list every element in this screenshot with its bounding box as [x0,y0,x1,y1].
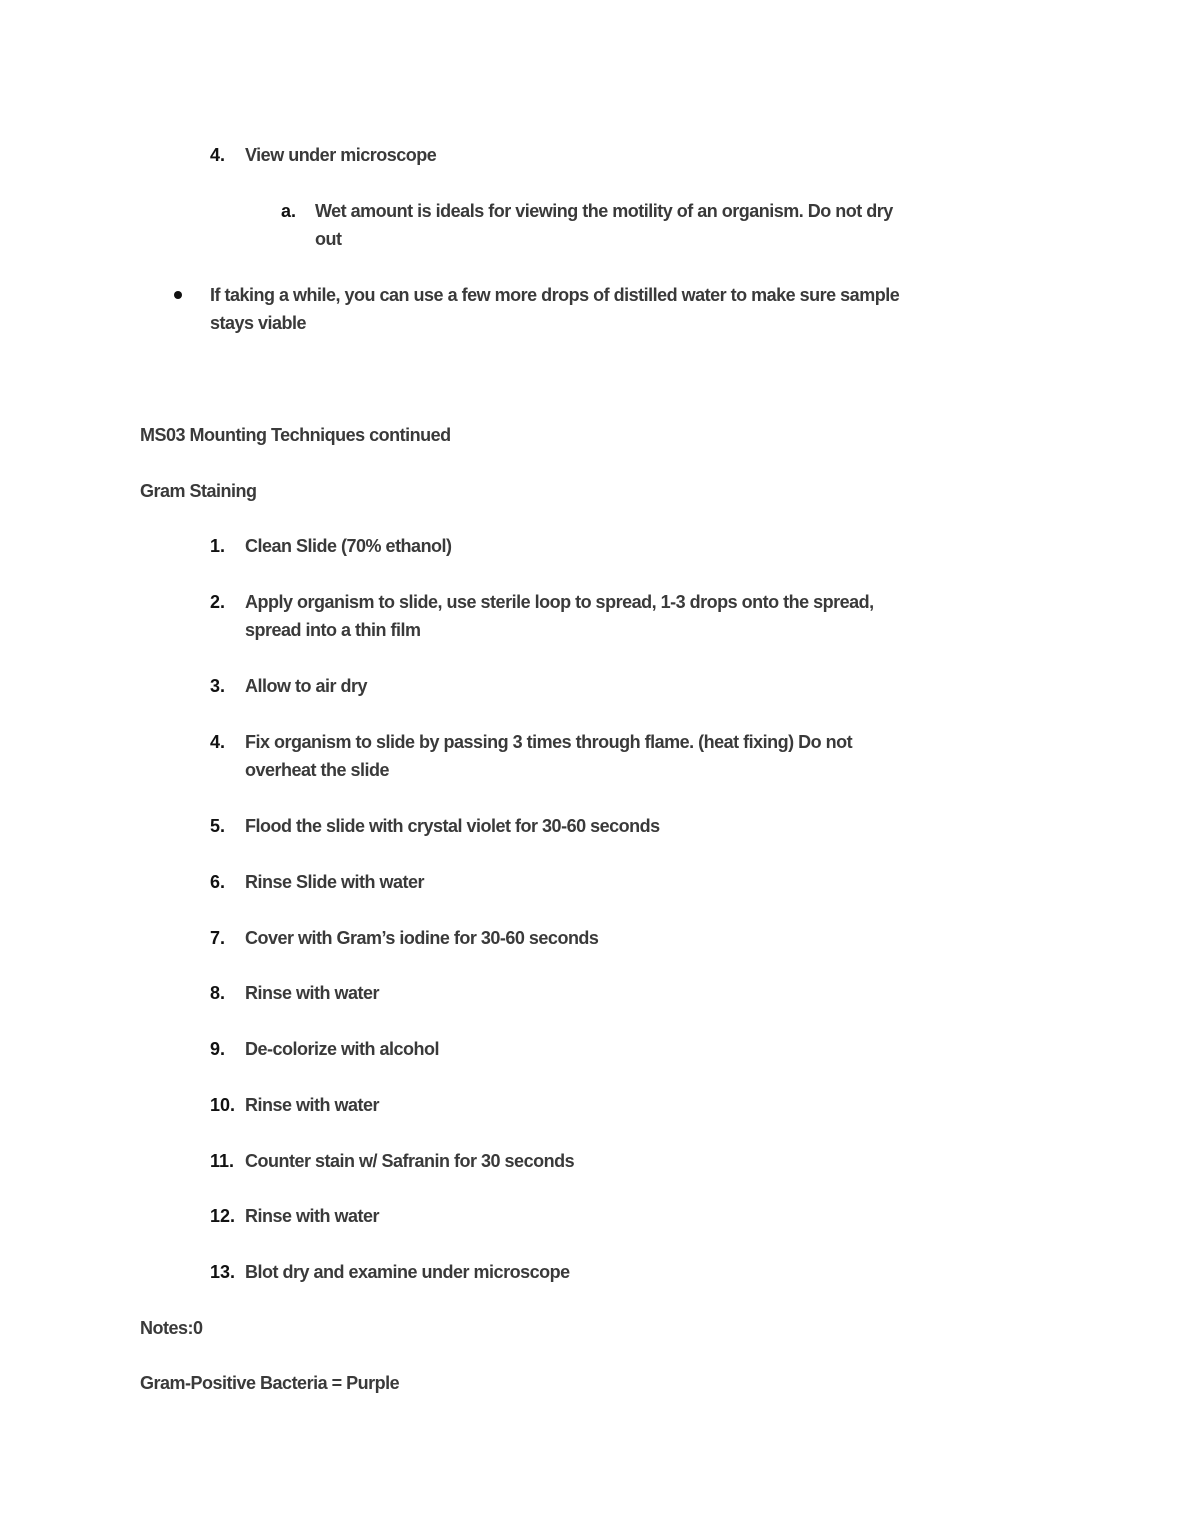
step-number: 4. [210,732,226,752]
step-text: De-colorize with alcohol [245,1039,440,1059]
section-title: MS03 Mounting Techniques continued [140,425,451,445]
step-number: 13. [210,1262,236,1282]
subsection-title: Gram Staining [140,481,257,501]
step-text: Fix organism to slide by passing 3 times through flame. (heat fixing) Do not [245,732,853,752]
step-text: Clean Slide (70% ethanol) [245,536,452,556]
bullet-icon [174,291,182,299]
bullet-item-text: If taking a while, you can use a few more drops of distilled water to make sure sample [210,285,900,305]
step-text: Rinse with water [245,1206,380,1226]
step-number: 12. [210,1206,236,1226]
list-item-text: View under microscope [245,145,437,165]
sublist-item-text: Wet amount is ideals for viewing the motility of an organism. Do not dry [315,201,893,221]
step-text: overheat the slide [245,760,390,780]
step-text: Blot dry and examine under microscope [245,1262,570,1282]
step-number: 1. [210,536,226,556]
step-number: 9. [210,1039,226,1059]
step-number: 6. [210,872,226,892]
step-text: Rinse with water [245,983,380,1003]
gram-positive-note: Gram-Positive Bacteria = Purple [140,1373,400,1393]
step-text: Allow to air dry [245,676,368,696]
step-text: spread into a thin film [245,620,421,640]
step-text: Cover with Gram’s iodine for 30-60 seconds [245,928,599,948]
step-number: 10. [210,1095,236,1115]
notes-label: Notes:0 [140,1318,203,1338]
sublist-item-text: out [315,229,342,249]
step-number: 2. [210,592,226,612]
step-number: 11. [210,1151,235,1171]
step-text: Rinse with water [245,1095,380,1115]
bullet-item-text: stays viable [210,313,307,333]
list-number: 4. [210,145,226,165]
step-number: 7. [210,928,226,948]
step-text: Apply organism to slide, use sterile loop to spread, 1-3 drops onto the spread, [245,592,874,612]
sublist-letter: a. [281,201,297,221]
step-text: Counter stain w/ Safranin for 30 seconds [245,1151,575,1171]
step-number: 3. [210,676,226,696]
step-text: Flood the slide with crystal violet for 30-60 seconds [245,816,660,836]
step-text: Rinse Slide with water [245,872,425,892]
step-number: 5. [210,816,226,836]
step-number: 8. [210,983,226,1003]
